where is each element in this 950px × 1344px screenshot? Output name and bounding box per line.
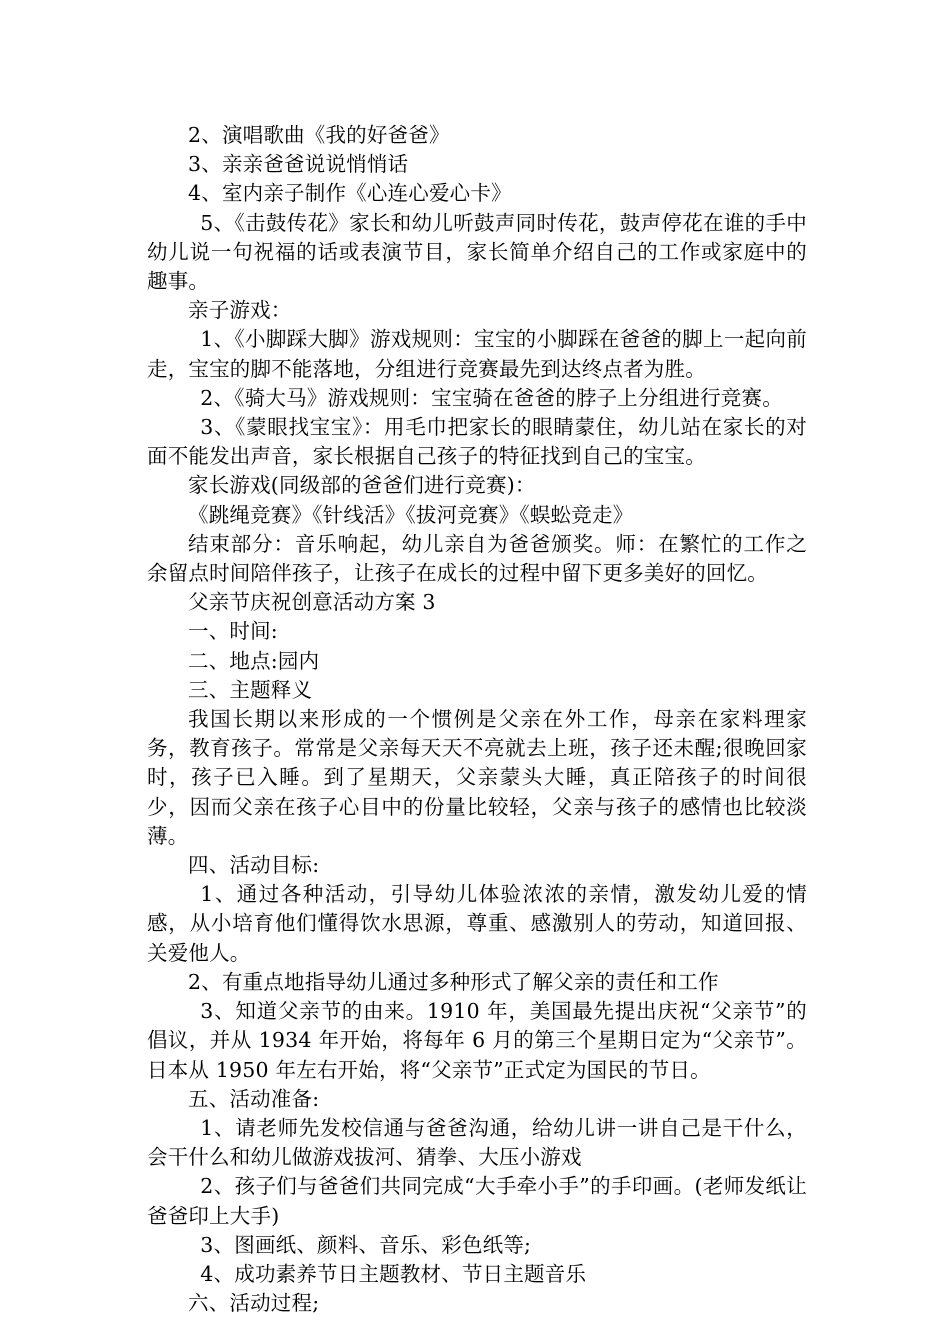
paragraph: 3、图画纸、颜料、音乐、彩色纸等; bbox=[200, 1232, 532, 1257]
paragraph: 结束部分：音乐响起，幼儿亲自为爸爸颁奖。师：在繁忙的工作之余留点时间陪伴孩子，让孩子在成长的过程中留下更多美好的回忆。 bbox=[147, 531, 807, 586]
paragraph: 5、《击鼓传花》家长和幼儿听鼓声同时传花，鼓声停花在谁的手中幼儿说一句祝福的话或表演节目，家长简单介绍自己的工作或家庭中的趣事。 bbox=[147, 210, 807, 294]
section-heading: 六、活动过程; bbox=[188, 1291, 320, 1316]
paragraph: 1、通过各种活动，引导幼儿体验浓浓的亲情，激发幼儿爱的情感，从小培育他们懂得饮水思源，尊重、感激别人的劳动，知道回报、关爱他人。 bbox=[147, 882, 807, 965]
paragraph: 4、成功素养节日主题教材、节日主题音乐 bbox=[200, 1261, 587, 1286]
paragraph: 3、《蒙眼找宝宝》：用毛巾把家长的眼睛蒙住，幼儿站在家长的对面不能发出声音，家长根据自己孩子的特征找到自己的宝宝。 bbox=[147, 415, 807, 469]
section-heading: 一、时间: bbox=[188, 619, 278, 644]
paragraph: 我国长期以来形成的一个惯例是父亲在外工作，母亲在家料理家务，教育孩子。常常是父亲每天天不亮就去上班，孩子还未醒;很晚回家时，孩子已入睡。到了星期天，父亲蒙头大睡，真正陪孩子的时间很少，因而父亲在孩子心目中的份量比较轻，父亲与孩子的感情也比较淡薄。 bbox=[147, 707, 807, 848]
paragraph: 《跳绳竞赛》《针线活》《拔河竞赛》《蜈蚣竞走》 bbox=[188, 502, 634, 527]
document-title: 父亲节庆祝创意活动方案 3 bbox=[188, 590, 436, 615]
section-heading: 三、主题释义 bbox=[188, 677, 313, 702]
section-heading: 二、地点:园内 bbox=[188, 648, 320, 673]
paragraph: 3、亲亲爸爸说说悄悄话 bbox=[188, 152, 409, 177]
paragraph: 3、知道父亲节的由来。1910 年，美国最先提出庆祝“父亲节”的倡议，并从 1934 年开始，将每年 6 月的第三个星期日定为“父亲节”。日本从 1950 年左右开始，将“父亲节”正式定为国民的节日。 bbox=[147, 999, 807, 1082]
paragraph: 1、《小脚踩大脚》游戏规则：宝宝的小脚踩在爸爸的脚上一起向前走，宝宝的脚不能落地，分组进行竞赛最先到达终点者为胜。 bbox=[147, 327, 807, 381]
paragraph: 4、室内亲子制作《心连心爱心卡》 bbox=[188, 181, 512, 206]
section-heading: 家长游戏(同级部的爸爸们进行竞赛)： bbox=[188, 473, 536, 498]
paragraph: 2、孩子们与爸爸们共同完成“大手牵小手”的手印画。(老师发纸让爸爸印上大手) bbox=[147, 1174, 807, 1228]
paragraph: 1、请老师先发校信通与爸爸沟通，给幼儿讲一讲自己是干什么，会干什么和幼儿做游戏拔河、猜拳、大压小游戏 bbox=[147, 1115, 807, 1170]
paragraph: 2、有重点地指导幼儿通过多种形式了解父亲的责任和工作 bbox=[188, 969, 719, 994]
paragraph: 2、演唱歌曲《我的好爸爸》 bbox=[188, 123, 450, 147]
section-heading: 亲子游戏： bbox=[188, 298, 292, 323]
section-heading: 四、活动目标: bbox=[188, 853, 320, 878]
paragraph: 2、《骑大马》游戏规则：宝宝骑在爸爸的脖子上分组进行竞赛。 bbox=[200, 385, 783, 410]
document-body bbox=[147, 121, 807, 1318]
section-heading: 五、活动准备: bbox=[188, 1086, 320, 1111]
